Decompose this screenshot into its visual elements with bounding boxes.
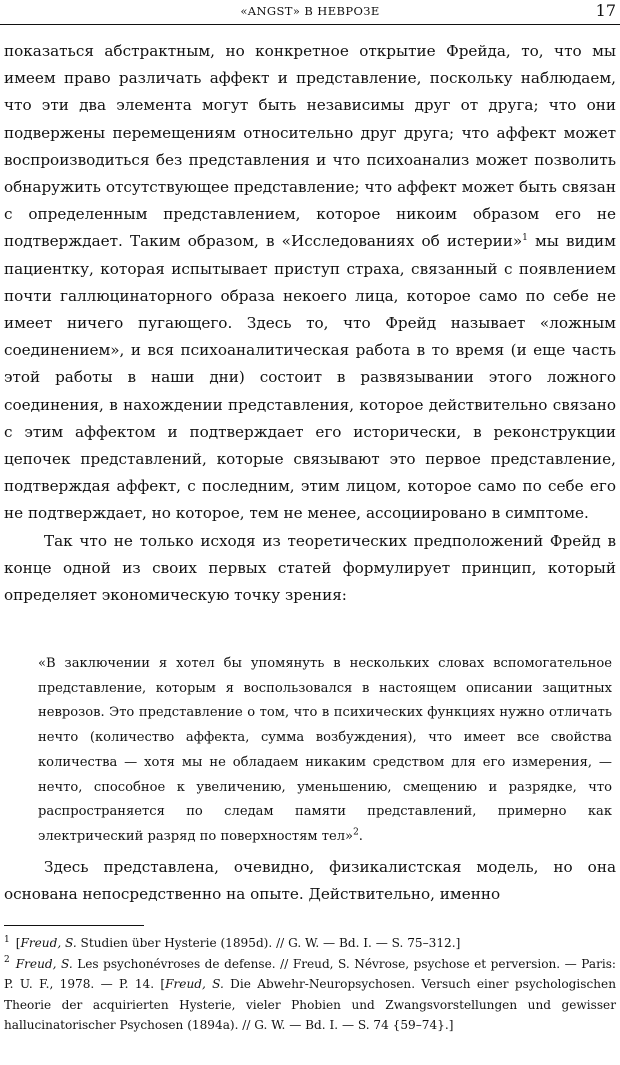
footnote-reference-1[interactable]: 1 — [522, 233, 528, 244]
main-text — [4, 38, 616, 609]
footnote-2-text-a: Les psychonévroses de defense. // Freud, S. Névrose, psychose et perversion. — Paris: P. U. F., 1978. — P. 14. [ — [4, 956, 617, 991]
footnote-1-author: Freud, S. — [20, 936, 77, 950]
page-number: 17 — [595, 1, 616, 20]
block-quote-end: . — [358, 828, 363, 844]
paragraph-1-text-b: мы видим пациентку, которая испытывает приступ страха, связанный с появлением почти галлюцинаторного образа некоего лица, которое само по себе не имеет ничего пугающего. Здесь то, что Фрейд называет «ложным соединением», и вся психоаналитическая работа в то время (и еще часть этой работы в наши дни) состоит в развязывании этого ложного соединения, в нахождении представления, которое действительно связано с этим аффектом и подтверждает его исторически, в реконструкции цепочек представлений, которые связывают это первое представление, подтверждая аффект, с последним, этим лицом, которое само по себе его не подтверждает, но которое, тем не менее, ассоциировано в симптоме. — [4, 232, 616, 523]
paragraph-3: Здесь представлена, очевидно, физикалистская модель, но она основана непосредственно на опыте. Действительно, именно — [4, 858, 616, 904]
footnote-1-open-bracket: [ — [15, 936, 21, 950]
footnote-2-author-2: Freud, S. — [165, 977, 224, 991]
paragraph-1 — [4, 38, 616, 528]
footnote-1 — [4, 933, 616, 954]
block-quote-text: «В заключении я хотел бы упомянуть в нескольких словах вспомогательное представление, которым я воспользовался в настоящем описании защитных неврозов. Это представление о том, что в психических функциях нужно отличать нечто (количество аффекта, сумма возбуждения), что имеет все свойства количества — хотя мы не обладаем никаким средством для его измерения, — нечто, способное к увеличению, уменьшению, смещению и разрядке, что распространяется по следам памяти представлений, примерно как электрический разряд по поверхностям тел» — [38, 656, 612, 844]
footnote-2-author: Freud, S. — [15, 956, 73, 971]
footnote-1-text: Studien über Hysterie (1895d). // G. W. — Bd. I. — S. 75–312.] — [76, 936, 461, 950]
footnote-2-text-b: Die Abwehr-Neuropsychosen. Versuch einer psychologischen Theorie der acquirierten Hysterie, vieler Phobien und Zwangsvorstellungen und gewisser hallucinatorischer Psychosen (1894a). // G. W. — Bd. I. — S. 74 {59–74}.] — [4, 977, 616, 1032]
footnote-reference-2[interactable]: 2 — [353, 827, 359, 838]
running-title: «ANGST» В НЕВРОЗЕ — [240, 4, 380, 18]
footnote-2-marker: 2 — [4, 955, 10, 966]
footnote-2 — [4, 954, 616, 1036]
paragraph-2: Так что не только исходя из теоретических предположений Фрейд в конце одной из своих первых статей формулирует принцип, который определяет экономическую точку зрения: — [4, 531, 616, 605]
block-quote — [38, 652, 612, 850]
running-head — [0, 0, 620, 25]
paragraph-1-text-a: показаться абстрактным, но конкретное открытие Фрейда, то, что мы имеем право различать аффект и представление, поскольку наблюдаем, что эти два элемента могут быть независимы друг от друга; что они подвержены перемещениям относительно друг друга; что аффект может воспроизводиться без представления и что психоанализ может позволить обнаружить отсутствующее представление; что аффект может быть связан с определенным представлением, которое никоим образом его не подтверждает. Таким образом, в «Исследованиях об истерии» — [4, 42, 616, 251]
footnotes — [4, 933, 616, 1036]
footnote-divider — [4, 925, 144, 926]
footnote-1-marker: 1 — [4, 934, 10, 945]
